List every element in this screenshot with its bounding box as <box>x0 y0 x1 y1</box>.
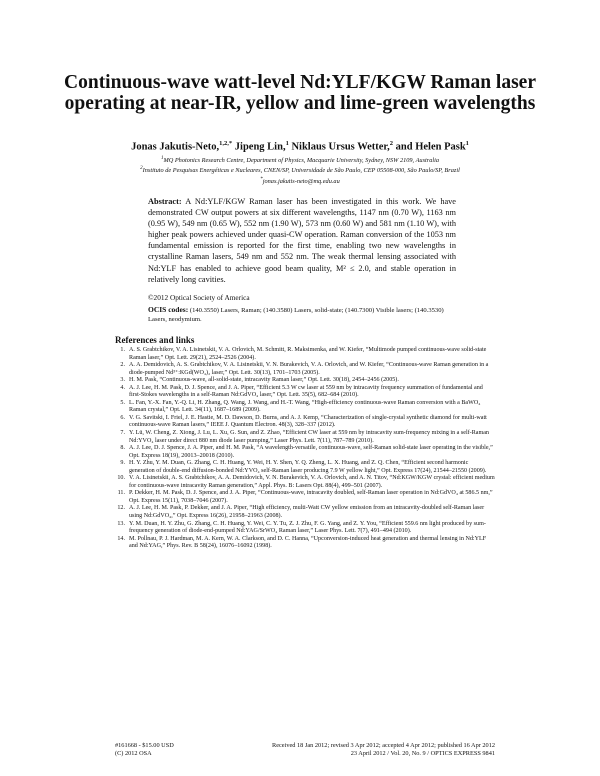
reference-number: 5. <box>120 399 125 406</box>
author-affiliation-mark: 2 <box>389 140 394 147</box>
page-footer <box>115 742 495 759</box>
affiliations <box>126 155 474 186</box>
ocis-text: (140.3550) Lasers, Raman; (140.3580) Lasers, solid-state; (140.7300) Visible lasers; (140.3530) Lasers, neodymium. <box>148 307 444 323</box>
affiliation-text: Instituto de Pesquisas Energéticas e Nucleares, CNEN/SP, Universidade de São Paulo, CEP 05508-000, São Paulo/SP, Brazil <box>142 167 460 175</box>
footer-dates: Received 18 Jan 2012; revised 3 Apr 2012; accepted 4 Apr 2012; published 16 Apr 2012 <box>272 742 495 749</box>
reference-item <box>115 430 495 445</box>
reference-text: L. Fan, Y.-X. Fan, Y.-Q. Li, H. Zhang, Q. Wang, J. Wang, and H.-T. Wang, “High-efficiency continuous-wave Raman conversion with a BaWO₄ Raman crystal,” Opt. Lett. 34(11), 1687–1689 (2009). <box>129 399 481 414</box>
contact-email[interactable] <box>126 176 474 186</box>
reference-text: P. Dekker, H. M. Pask, D. J. Spence, and J. A. Piper, “Continuous-wave, intracavity doubled, self-Raman laser operation in Nd:GdVO₄ at 586.5 nm,” Opt. Express 15(11), 7038–7046 (2007). <box>129 490 493 504</box>
author-name: Jipeng Lin, <box>232 141 286 153</box>
references-heading: References and links <box>115 335 195 345</box>
ocis-label: OCIS codes: <box>148 305 189 314</box>
reference-number: 10. <box>117 475 125 482</box>
affiliation-2 <box>126 165 474 175</box>
reference-item <box>115 377 495 385</box>
author-affiliation-mark: 1,2,* <box>219 140 233 147</box>
reference-text: Y. M. Duan, H. Y. Zhu, G. Zhang, C. H. Huang, Y. Wei, C. Y. Tu, Z. J. Zhu, F. G. Yang, and Z. Y. You, “Efficient 559.6 nm light produced by sum-frequency generation of diode-end-pumped Nd:YAG/SrWO₄ Raman laser,” Laser Phys. Lett. 7(7), 491–494 (2010). <box>129 520 486 535</box>
reference-text: A. J. Lee, H. M. Pask, D. J. Spence, and J. A. Piper, “Efficient 5.3 W cw laser at 559 nm by intracavity frequency summation of fundamental and first-Stokes wavelengths in a self-Raman Nd:GdVO₄ laser,” Opt. Lett. 35(5), 682–684 (2010). <box>129 384 483 399</box>
reference-text: M. Pollnau, P. J. Hardman, M. A. Kern, W. A. Clarkson, and D. C. Hanna, “Upconversion-induced heat generation and thermal lensing in Nd:YLF and Nd:YAG,” Phys. Rev. B 58(24), 16076–16092 (1998). <box>129 535 487 550</box>
author-affiliation-mark: 1 <box>465 140 469 147</box>
reference-item <box>115 400 495 415</box>
reference-number: 2. <box>120 362 125 369</box>
reference-number: 6. <box>120 414 125 421</box>
reference-number: 9. <box>120 460 125 467</box>
affiliation-mark: 1 <box>160 156 164 161</box>
reference-number: 11. <box>117 490 125 497</box>
reference-number: 14. <box>117 535 125 542</box>
footer-copyright: (C) 2012 OSA <box>115 750 152 758</box>
reference-item <box>115 490 495 505</box>
reference-text: A. J. Lee, H. M. Pask, P. Dekker, and J. A. Piper, “High efficiency, multi-Watt CW yellow emission from an intracavity-doubled self-Raman laser using Nd:GdVO₄,” Opt. Express 16(26), 21958–21963 (2008). <box>129 505 485 520</box>
reference-item <box>115 460 495 475</box>
reference-item <box>115 536 495 551</box>
reference-text: V. G. Savitski, I. Friel, J. E. Hastie, M. D. Dawson, D. Burns, and A. J. Kemp, “Characterization of single-crystal synthetic diamond for multi-watt continuous-wave Raman lasers,” IEEE J. Quantum Electron. 48(3), 328–337 (2012). <box>129 414 487 429</box>
reference-number: 1. <box>120 347 125 353</box>
reference-item <box>115 475 495 490</box>
reference-list <box>115 347 495 551</box>
reference-number: 3. <box>120 377 125 384</box>
reference-number: 4. <box>120 384 125 391</box>
author-name: Jonas Jakutis-Neto, <box>131 141 220 153</box>
reference-item <box>115 415 495 430</box>
affiliation-1 <box>126 155 474 165</box>
reference-text: H. Y. Zhu, Y. M. Duan, G. Zhang, C. H. Huang, Y. Wei, H. Y. Shen, Y. Q. Zheng, L. X. Huang, and Z. Q. Chen, “Efficient second harmonic generation of double-end diffusion-bonded Nd:YVO₄ self-Raman laser producing 7.9 W yellow light,” Opt. Express 17(24), 21544–21550 (2009). <box>129 460 487 474</box>
reference-number: 7. <box>120 430 125 437</box>
reference-item <box>115 385 495 400</box>
copyright-notice: ©2012 Optical Society of America <box>148 293 250 302</box>
reference-text: H. M. Pask, “Continuous-wave, all-solid-state, intracavity Raman laser,” Opt. Lett. 30(18), 2454–2456 (2005). <box>129 377 399 384</box>
affiliation-text: MQ Photonics Research Centre, Department of Physics, Macquarie University, Sydney, NSW 2109, Australia <box>163 157 440 165</box>
reference-number: 12. <box>117 505 125 512</box>
reference-number: 8. <box>120 445 125 452</box>
abstract <box>148 196 456 285</box>
reference-item <box>115 521 495 536</box>
reference-item <box>115 362 495 377</box>
reference-item <box>115 505 495 520</box>
author-line <box>60 140 540 153</box>
reference-text: A. J. Lee, D. J. Spence, J. A. Piper, and H. M. Pask, “A wavelength-versatile, continuous-wave, self-Raman solid-state laser operating in the visible,” Opt. Express 18(19), 20013–20018 (2010). <box>129 445 493 459</box>
reference-text: A. S. Grabtchikov, V. A. Lisinetskii, V. A. Orlovich, M. Schmitt, R. Maksimenka, and W. Kiefer, “Multimode pumped continuous-wave solid-state Raman laser,” Opt. Lett. 29(21), 2524–2526 (2004). <box>129 347 487 361</box>
author-name: and Helen Pask <box>393 141 466 153</box>
paper-title: Continuous-wave watt-level Nd:YLF/KGW Raman laser operating at near-IR, yellow and lime-green wavelengths <box>64 72 536 114</box>
reference-item <box>115 347 495 362</box>
author-name: Niklaus Ursus Wetter, <box>288 141 390 153</box>
reference-item <box>115 445 495 460</box>
reference-text: V. A. Lisinetskii, A. S. Grabtchikov, A. A. Demidovich, V. N. Burakevich, V. A. Orlovich, and A. N. Titov, “Nd:KGW/KGW crystal: efficient medium for continuous-wave intracavity Raman generation,” Appl. Phys. B: Lasers Opt. 88(4), 499–501 (2007). <box>129 475 495 489</box>
abstract-text: A Nd:YLF/KGW Raman laser has been investigated in this work. We have demonstrated CW output powers at six different wavelengths, 1147 nm (0.70 W), 1163 nm (0.95 W), 549 nm (0.65 W), 552 nm (1.90 W), 573 nm (0.60 W) and 581 nm (1.10 W), with higher peak powers achieved under quasi-CW operation. Raman conversion of the 1053 nm fundamental emission is reported for the first time, enabling two new wavelengths in crystalline Raman lasers, 549 nm and 552 nm. The weak thermal lensing associated with Nd:YLF has enabled to achieve good beam quality, M² ≤ 2.0, and stable operation in relatively long cavities. <box>148 197 456 284</box>
email-link[interactable]: jonas.jakutis-neto@mq.edu.au <box>262 177 340 185</box>
affiliation-mark: * <box>260 176 263 182</box>
reference-number: 13. <box>117 520 125 527</box>
reference-text: Y. Lü, W. Cheng, Z. Xiong, J. Lu, L. Xu, G. Sun, and Z. Zhao, “Efficient CW laser at 559 nm by intracavity sum-frequency mixing in a self-Raman Nd:YVO₄ laser under direct 880 nm diode laser pumping,” Laser Phys. Lett. 7(11), 787–789 (2010). <box>129 430 489 444</box>
affiliation-mark: 2 <box>140 166 143 172</box>
author-affiliation-mark: 1 <box>285 140 289 147</box>
reference-text: A. A. Demidovich, A. S. Grabtchikov, V. A. Lisinetskii, V. N. Burakevich, V. A. Orlovich, and W. Kiefer, “Continuous-wave Raman generation in a diode-pumped Nd³⁺:KGd(WO₄)₂ laser,” Opt. Lett. 30(13), 1701–1703 (2005). <box>129 362 489 376</box>
footer-price: #161668 - $15.00 USD <box>115 742 174 749</box>
abstract-label: Abstract: <box>148 197 182 206</box>
ocis-codes <box>148 306 456 325</box>
footer-journal: 23 April 2012 / Vol. 20, No. 9 / OPTICS EXPRESS 9841 <box>350 750 495 758</box>
